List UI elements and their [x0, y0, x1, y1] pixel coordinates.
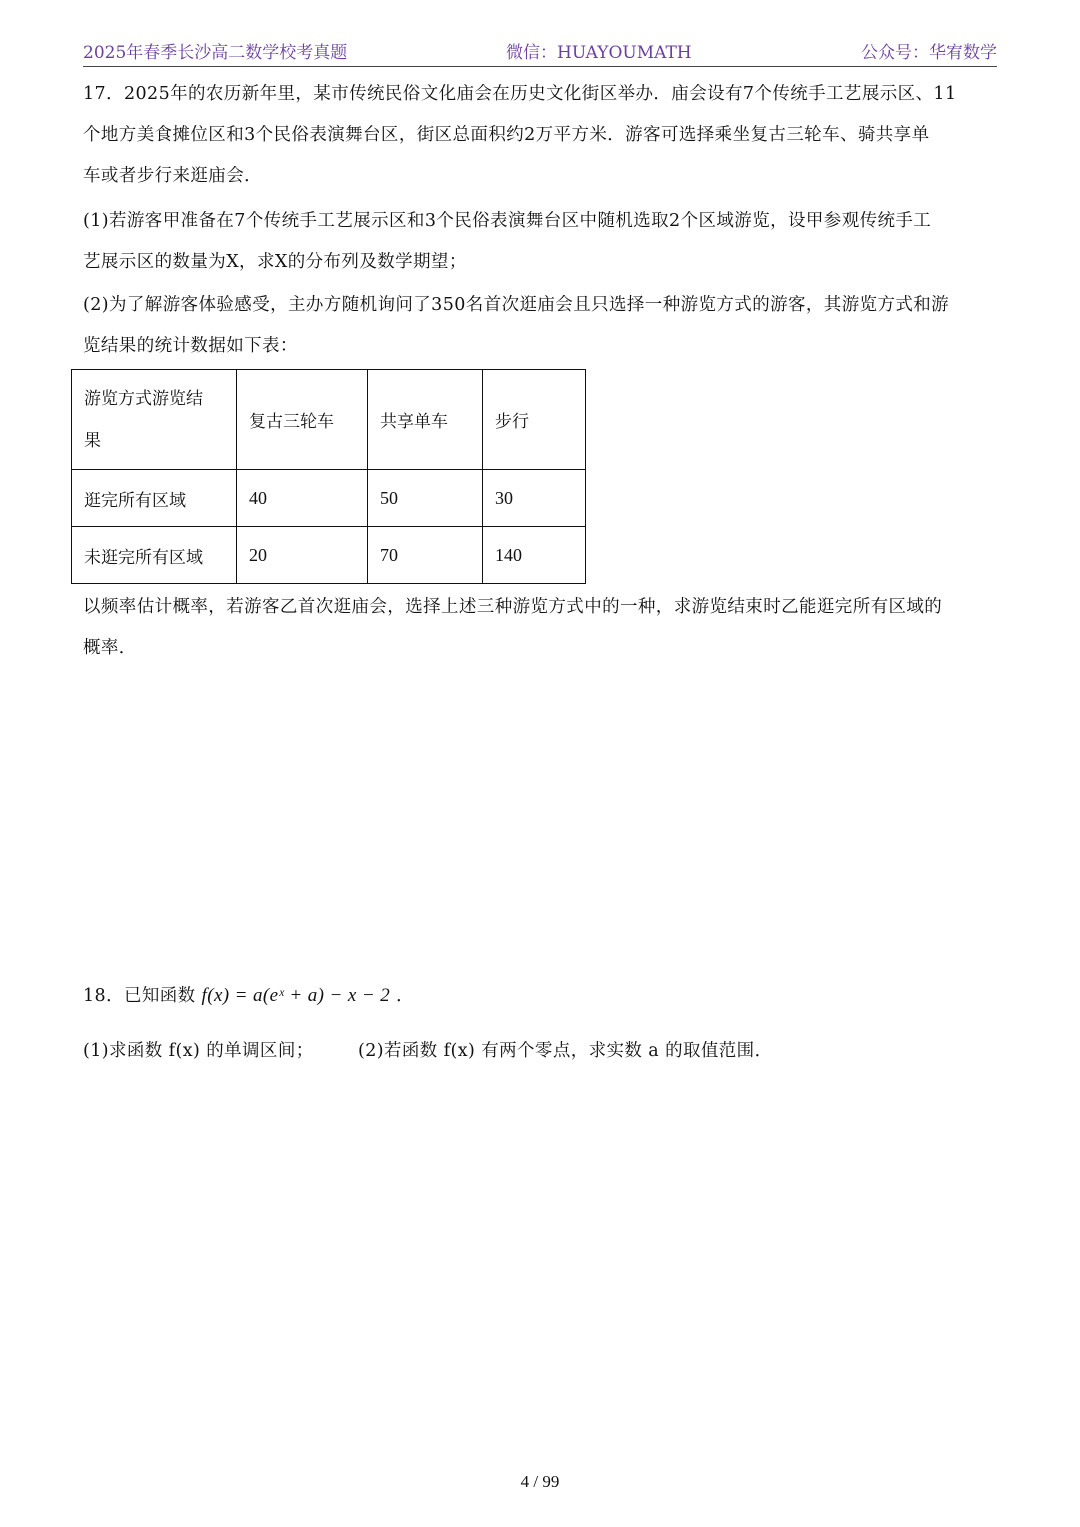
table-row-label: 未逛完所有区域 — [72, 527, 237, 584]
question-17-part-1-line-2: 艺展示区的数量为X，求X的分布列及数学期望； — [83, 252, 467, 272]
table-corner-line-2: 果 — [84, 430, 101, 451]
question-17-part-2-line-2: 览结果的统计数据如下表： — [83, 336, 298, 356]
question-17-part-1-line-1: (1)若游客甲准备在7个传统手工艺展示区和3个民俗表演舞台区中随机选取2个区域游览，设甲参观传统手工 — [83, 211, 932, 231]
table-row-label: 逛完所有区域 — [72, 470, 237, 527]
header-title: 2025年春季长沙高二数学校考真题 — [83, 43, 348, 63]
question-18-suffix: ． — [396, 986, 415, 1006]
page-number: 4 / 99 — [520, 1472, 560, 1491]
table-row — [72, 470, 586, 527]
question-17-after-line-2: 概率． — [83, 638, 137, 658]
question-18-formula: f(x) = a(eˣ + a) − x − 2 — [201, 985, 391, 1006]
table-header-walk: 步行 — [483, 370, 586, 470]
table-row — [72, 527, 586, 584]
table-cell: 30 — [483, 470, 586, 527]
table-cell: 20 — [237, 527, 368, 584]
table-cell: 40 — [237, 470, 368, 527]
header-wechat: 微信：HUAYOUMATH — [506, 43, 692, 63]
question-17-line-2: 个地方美食摊位区和3个民俗表演舞台区，街区总面积约2万平方米．游客可选择乘坐复古三轮车、骑共享单 — [83, 125, 930, 145]
table-header-bike: 共享单车 — [368, 370, 483, 470]
table-cell: 140 — [483, 527, 586, 584]
table-cell: 50 — [368, 470, 483, 527]
table-header-tricycle: 复古三轮车 — [237, 370, 368, 470]
table-header-row — [72, 370, 586, 470]
question-17-part-2-line-1: (2)为了解游客体验感受，主办方随机询问了350名首次逛庙会且只选择一种游览方式的游客，其游览方式和游 — [83, 295, 950, 315]
survey-table — [71, 369, 586, 584]
question-18-part-1: (1)求函数 f(x) 的单调区间； — [83, 1041, 314, 1061]
question-18-part-2: (2)若函数 f(x) 有两个零点，求实数 a 的取值范围． — [358, 1041, 773, 1061]
question-18-stem — [83, 975, 998, 1017]
table-corner-line-1: 游览方式游览结 — [84, 388, 203, 409]
table-corner-cell — [72, 370, 237, 470]
table-cell: 70 — [368, 527, 483, 584]
question-17-line-1: 17．2025年的农历新年里，某市传统民俗文化庙会在历史文化街区举办．庙会设有7个传统手工艺展示区、11 — [83, 84, 957, 104]
question-18-prefix: 18．已知函数 — [83, 986, 196, 1006]
question-17-after-line-1: 以频率估计概率，若游客乙首次逛庙会，选择上述三种游览方式中的一种，求游览结束时乙能逛完所有区域的 — [83, 597, 943, 617]
header-account: 公众号：华宥数学 — [861, 43, 997, 63]
question-17-line-3: 车或者步行来逛庙会． — [83, 166, 262, 186]
page-header — [83, 38, 997, 67]
